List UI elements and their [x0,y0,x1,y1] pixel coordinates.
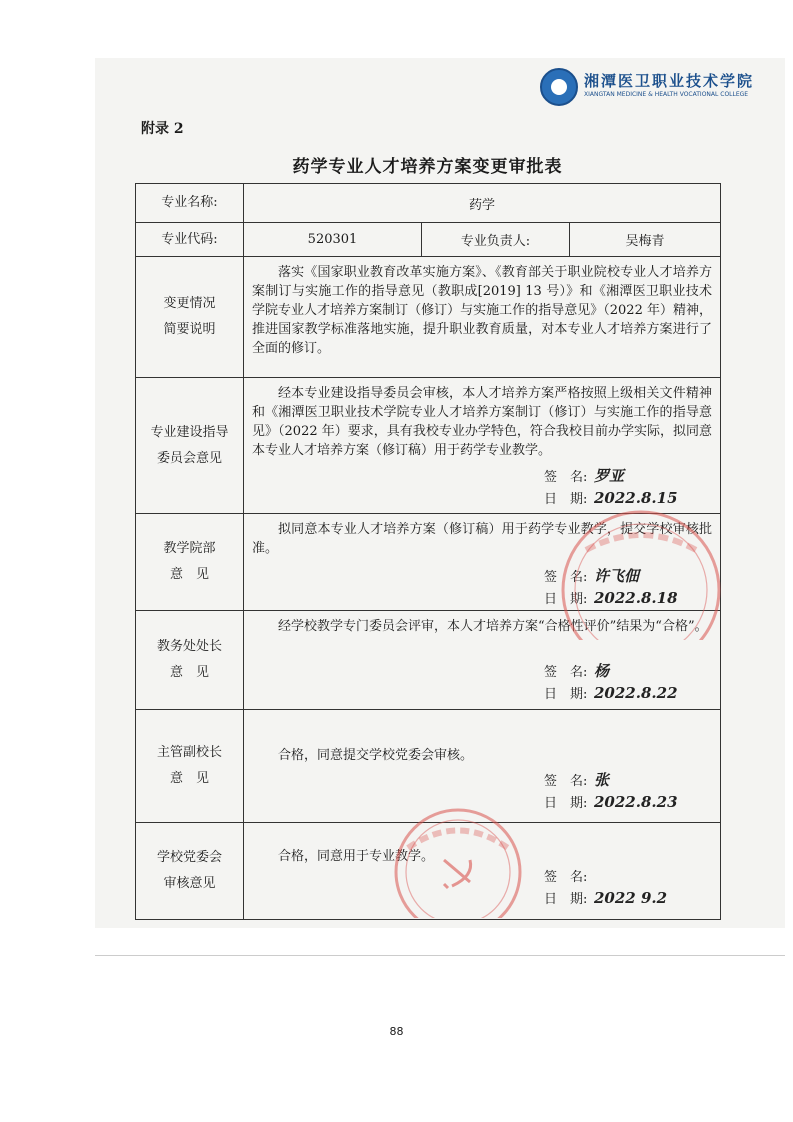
committee-sign-label: 签 名: [544,470,588,485]
party-committee-sign-label: 签 名: [544,870,588,885]
vice-principal-label-line1: 主管副校长 [156,745,222,760]
major-owner-value: 吴梅青 [570,223,721,257]
vice-principal-date: 2022.8.23 [594,793,678,811]
college-opinion: 拟同意本专业人才培养方案（修订稿）用于药学专业教学，提交学校审核批准。 [252,522,713,556]
row-change [136,257,721,378]
page-number: 88 [389,1025,404,1038]
college-seal-icon [546,510,726,640]
party-committee-label-line2: 审核意见 [163,876,216,891]
school-name: 湘潭医卫职业技术学院 [584,72,755,90]
affairs-signature-block [544,661,678,705]
footer-divider [95,955,785,956]
committee-label [136,378,244,514]
party-committee-date-label: 日 期: [544,892,588,907]
school-emblem-icon [540,68,578,106]
affairs-sign-label: 签 名: [544,665,588,680]
vice-principal-label-line2: 意 见 [169,771,209,786]
college-label [136,514,244,611]
committee-signature-block [544,466,678,510]
major-code-value: 520301 [244,223,422,257]
vice-principal-label [136,710,244,823]
major-code-label: 专业代码: [136,223,244,257]
college-date: 2022.8.18 [594,589,678,607]
row-committee [136,378,721,514]
affairs-date: 2022.8.22 [594,684,678,702]
appendix-label: 附录 2 [141,121,184,137]
change-label [136,257,244,378]
party-committee-opinion: 合格，同意用于专业教学。 [278,849,435,864]
committee-date: 2022.8.15 [594,489,678,507]
party-committee-label-line1: 学校党委会 [156,850,222,865]
major-name-label: 专业名称: [136,184,244,223]
change-label-line2: 简要说明 [163,322,216,337]
row-vice-principal [136,710,721,823]
committee-signature: 罗亚 [594,467,625,485]
row-code [136,223,721,257]
affairs-opinion: 经学校教学专门委员会评审，本人才培养方案“合格性评价”结果为“合格”。 [278,619,708,634]
vice-principal-date-label: 日 期: [544,796,588,811]
college-signature: 许飞佃 [594,567,640,585]
college-date-label: 日 期: [544,592,588,607]
school-name-english: XIANGTAN MEDICINE & HEALTH VOCATIONAL COLLEGE [584,91,749,98]
college-label-line2: 意 见 [169,567,209,582]
committee-opinion: 经本专业建设指导委员会审核，本人才培养方案严格按照上级相关文件精神和《湘潭医卫职业技术学院专业人才培养方案制订（修订）与实施工作的指导意见》（2022 年）要求，具有我校专业办学特色，符合我校目前办学实际，拟同意本专业人才培养方案（修订稿）用于药学专业教学。 [252,386,713,458]
committee-date-label: 日 期: [544,492,588,507]
document-title: 药学专业人才培养方案变更审批表 [292,157,563,177]
affairs-date-label: 日 期: [544,687,588,702]
affairs-label-line1: 教务处处长 [156,639,222,654]
school-logo [540,68,780,110]
party-committee-signature-block [544,867,667,910]
major-owner-label: 专业负责人: [422,223,570,257]
change-description: 落实《国家职业教育改革实施方案》、《教育部关于职业院校专业人才培养方案制订与实施工作的指导意见（教职成[2019] 13 号）》和《湘潭医卫职业技术学院专业人才培养方案制订（修订）与实施工作的指导意见》（2022 年）精神，推进国家教学标准落地实施，提升职业教育质量，对本专业人才培养方案进行了全面的修订。 [244,257,721,378]
vice-principal-sign-label: 签 名: [544,774,588,789]
college-label-line1: 教学院部 [163,541,216,556]
major-name-value: 药学 [244,184,721,223]
vice-principal-signature: 张 [594,771,610,789]
college-sign-label: 签 名: [544,570,588,585]
affairs-label-line2: 意 见 [169,665,209,680]
party-committee-label [136,823,244,920]
committee-opinion-cell [244,378,721,514]
change-label-line1: 变更情况 [163,296,216,311]
vice-principal-signature-block [544,770,678,814]
vice-principal-opinion-cell [244,710,721,823]
affairs-label [136,611,244,710]
affairs-signature: 杨 [594,662,610,680]
party-committee-seal-icon [378,808,538,918]
committee-label-line2: 委员会意见 [156,450,222,466]
committee-label-line1: 专业建设指导 [150,424,229,440]
row-major [136,184,721,223]
vice-principal-opinion: 合格，同意提交学校党委会审核。 [278,748,474,763]
party-committee-date: 2022 9.2 [594,889,668,907]
